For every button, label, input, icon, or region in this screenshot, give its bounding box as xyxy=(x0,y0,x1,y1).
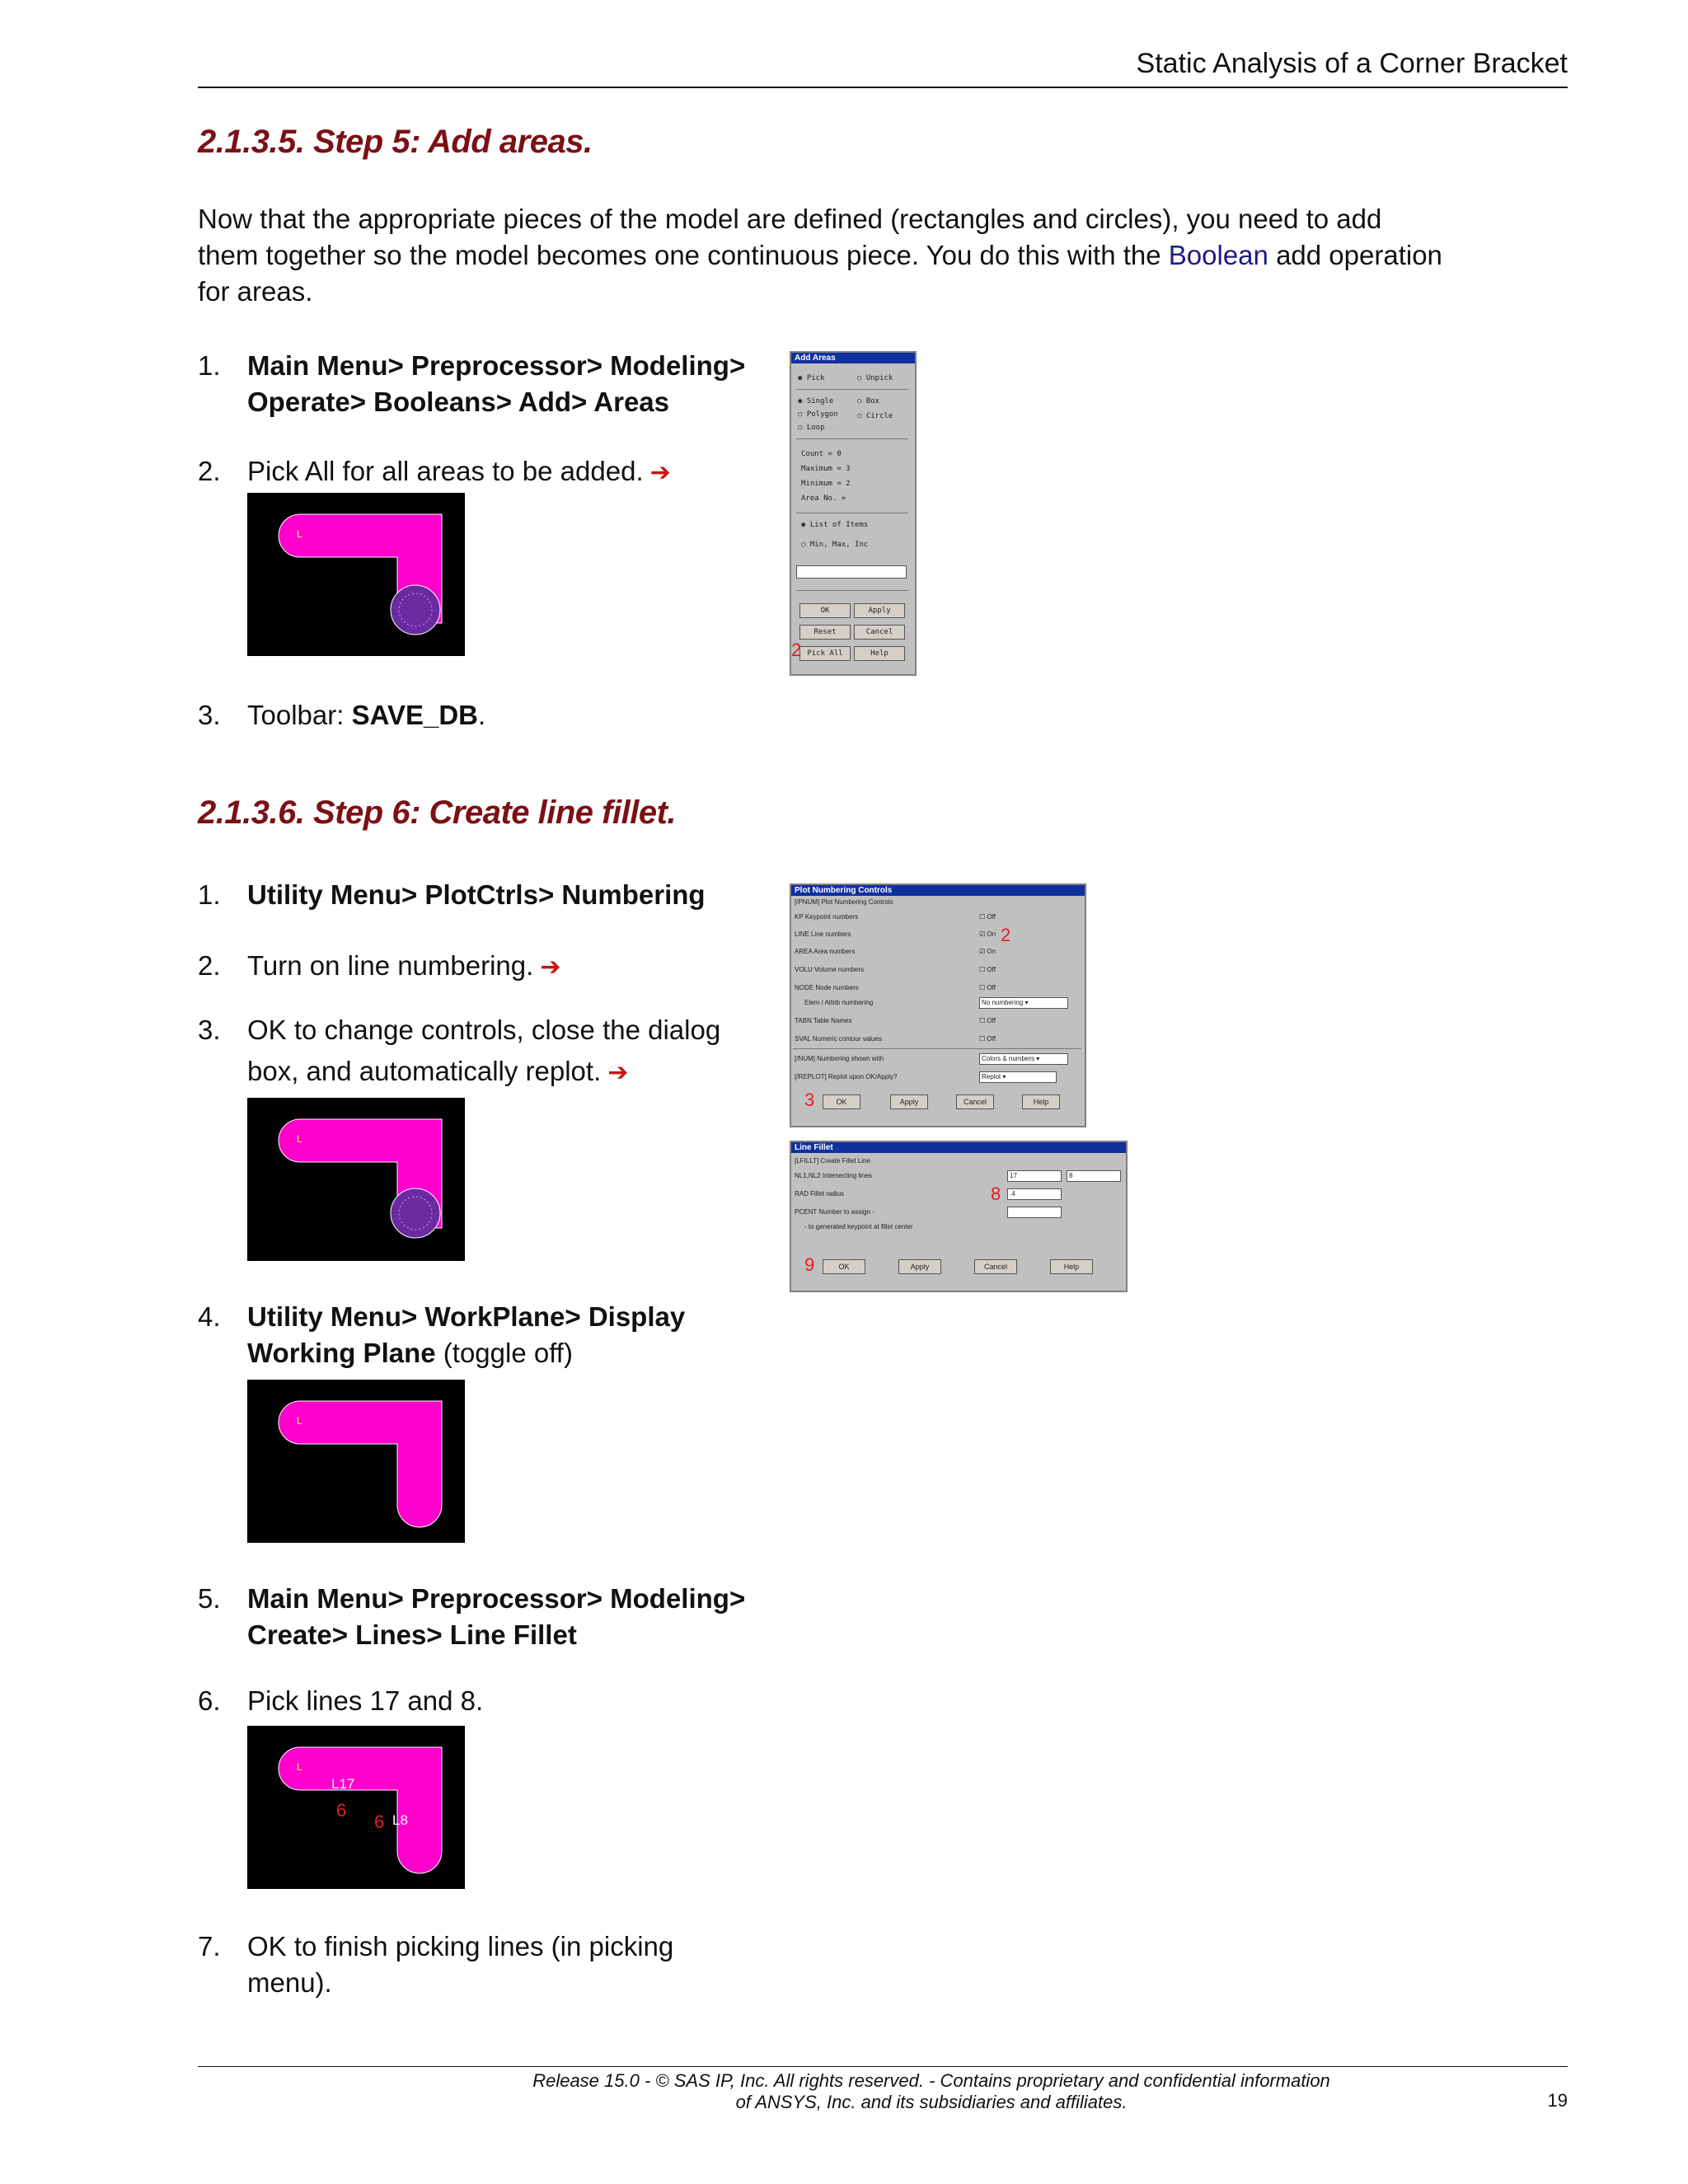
line-fillet-dialog xyxy=(790,1141,1128,1292)
dialog-label: KP Keypoint numbers xyxy=(795,913,859,921)
min-max-inc-radio[interactable]: ○ Min, Max, Inc xyxy=(801,541,869,549)
para-line-2: them together so the model becomes one continuous piece. You do this with the Boolean add operation xyxy=(198,240,1442,270)
ok-button[interactable]: OK xyxy=(823,1094,860,1109)
svg-text:L: L xyxy=(297,1761,302,1773)
dialog-label: [/NUM] Numbering shown with xyxy=(795,1055,884,1062)
svg-text:L: L xyxy=(297,528,302,540)
help-button[interactable]: Help xyxy=(854,646,905,661)
ok-button[interactable]: OK xyxy=(823,1259,865,1274)
loop-radio[interactable]: ○ Loop xyxy=(798,424,825,432)
box-radio[interactable]: ○ Box xyxy=(857,397,880,405)
callout-marker: 3 xyxy=(804,1090,815,1110)
sval-checkbox[interactable]: ☐ Off xyxy=(979,1035,996,1043)
kp-checkbox[interactable]: ☐ Off xyxy=(979,913,996,921)
cancel-button[interactable]: Cancel xyxy=(956,1094,994,1109)
pick-all-button[interactable]: Pick All xyxy=(799,646,851,661)
bracket-svg xyxy=(247,1380,465,1543)
list-item: 7. OK to finish picking lines (in picking menu). xyxy=(198,1931,674,1998)
para-line-3: for areas. xyxy=(198,276,313,307)
list-item: 2. Turn on line numbering. ➔ xyxy=(198,950,561,981)
plot-image-bracket-labeled xyxy=(247,1726,465,1889)
dialog-label: PCENT Number to assign - xyxy=(795,1208,874,1216)
line-label-l8: L8 xyxy=(392,1812,408,1828)
pick-input-field[interactable] xyxy=(796,565,907,579)
circle-radio[interactable]: ○ Circle xyxy=(857,412,893,420)
callout-marker: 2 xyxy=(1001,925,1011,945)
list-item: 1. Main Menu> Preprocessor> Modeling> Operate> Booleans> Add> Areas xyxy=(198,350,746,417)
elem-numbering-select[interactable]: No numbering ▾ xyxy=(979,997,1068,1009)
section5-heading: 2.1.3.5. Step 5: Add areas. xyxy=(198,124,593,160)
divider xyxy=(796,389,908,390)
dialog-label: LINE Line numbers xyxy=(795,930,851,938)
node-checkbox[interactable]: ☐ Off xyxy=(979,984,996,991)
dialog-label: Elem / Attrib numbering xyxy=(804,999,874,1006)
dialog-label: [/REPLOT] Replot upon OK/Apply? xyxy=(795,1073,898,1080)
dialog-label: NODE Node numbers xyxy=(795,984,859,991)
volu-checkbox[interactable]: ☐ Off xyxy=(979,966,996,973)
divider xyxy=(796,438,908,439)
minimum-readout: Minimum = 2 xyxy=(801,480,851,488)
svg-text:L: L xyxy=(297,1415,302,1427)
area-checkbox[interactable]: ☑ On xyxy=(979,948,996,955)
bracket-circle-svg-2 xyxy=(247,1098,465,1261)
dialog-title: Line Fillet xyxy=(791,1142,1126,1153)
plot-image-bracket-circle-2 xyxy=(247,1098,465,1261)
bracket-circle-svg xyxy=(247,493,465,656)
maximum-readout: Maximum = 3 xyxy=(801,465,851,473)
callout-marker: 6 xyxy=(374,1811,385,1832)
apply-button[interactable]: Apply xyxy=(898,1259,941,1274)
ok-button[interactable]: OK xyxy=(799,603,851,618)
add-areas-dialog xyxy=(790,351,917,676)
single-radio[interactable]: ◉ Single xyxy=(798,397,834,405)
dialog-label: SVAL Numeric contour values xyxy=(795,1035,882,1043)
dialog-title: Add Areas xyxy=(791,353,915,363)
bracket-labeled-svg xyxy=(247,1726,465,1889)
plot-numbering-dialog xyxy=(790,883,1086,1127)
nl1-input[interactable]: 17 xyxy=(1007,1170,1062,1182)
list-item: 2. Pick All for all areas to be added. ➔ xyxy=(198,456,671,486)
red-arrow-icon: ➔ xyxy=(607,1059,629,1086)
divider xyxy=(796,590,908,591)
dialog-label: [LFILLT] Create Fillet Line xyxy=(795,1157,870,1165)
dialog-label: [/PNUM] Plot Numbering Controls xyxy=(795,898,893,906)
list-item: 3. OK to change controls, close the dialog box, and automatically replot. ➔ xyxy=(198,1015,721,1086)
header-rule xyxy=(198,87,1568,88)
reset-button[interactable]: Reset xyxy=(799,625,851,640)
list-item: 5. Main Menu> Preprocessor> Modeling> Create> Lines> Line Fillet xyxy=(198,1583,746,1650)
dialog-label: AREA Area numbers xyxy=(795,948,856,955)
help-button[interactable]: Help xyxy=(1022,1094,1060,1109)
pick-radio[interactable]: ◉ Pick xyxy=(798,374,825,382)
running-header: Static Analysis of a Corner Bracket xyxy=(1136,48,1568,79)
page-number: 19 xyxy=(1547,2090,1568,2111)
area-no-readout: Area No. = xyxy=(801,494,846,503)
line-label-l17: L17 xyxy=(331,1776,355,1792)
unpick-radio[interactable]: ○ Unpick xyxy=(857,374,893,382)
red-arrow-icon: ➔ xyxy=(540,954,561,981)
replot-select[interactable]: Replot ▾ xyxy=(979,1071,1057,1083)
radius-input[interactable]: .4 xyxy=(1007,1188,1062,1200)
cancel-button[interactable]: Cancel xyxy=(854,625,905,640)
apply-button[interactable]: Apply xyxy=(854,603,905,618)
nl2-input[interactable]: 8 xyxy=(1067,1170,1121,1182)
footer-rule xyxy=(198,2066,1568,2067)
cancel-button[interactable]: Cancel xyxy=(974,1259,1017,1274)
list-item: 3. Toolbar: SAVE_DB. xyxy=(198,700,486,730)
boolean-link[interactable]: Boolean xyxy=(1168,240,1268,270)
callout-marker: 9 xyxy=(804,1254,815,1275)
help-button[interactable]: Help xyxy=(1050,1259,1093,1274)
section5-paragraph xyxy=(198,201,1582,310)
list-item: 6. Pick lines 17 and 8. xyxy=(198,1685,484,1716)
list-item: 1. Utility Menu> PlotCtrls> Numbering xyxy=(198,879,706,910)
polygon-radio[interactable]: ○ Polygon xyxy=(798,410,838,419)
red-arrow-icon: ➔ xyxy=(649,459,671,486)
list-item: 4. Utility Menu> WorkPlane> Display Working Plane (toggle off) xyxy=(198,1301,686,1368)
callout-marker: 6 xyxy=(336,1800,347,1821)
callout-marker: 2 xyxy=(791,640,802,660)
line-checkbox[interactable]: ☑ On xyxy=(979,930,996,938)
apply-button[interactable]: Apply xyxy=(890,1094,928,1109)
para-line-1: Now that the appropriate pieces of the model are defined (rectangles and circles), you need to add xyxy=(198,204,1382,234)
dialog-label: - to generated keypoint at fillet center xyxy=(804,1223,913,1230)
svg-text:L: L xyxy=(297,1133,302,1145)
dialog-title: Plot Numbering Controls xyxy=(791,885,1085,896)
dialog-label: VOLU Volume numbers xyxy=(795,966,865,973)
list-items-radio[interactable]: ◉ List of Items xyxy=(801,521,869,529)
dialog-label: RAD Fillet radius xyxy=(795,1190,845,1197)
footer-notice: Release 15.0 - © SAS IP, Inc. All rights reserved. - Contains proprietary and confidential information of ANSYS, Inc. and its subsidiaries and affiliates. xyxy=(532,2070,1330,2112)
divider xyxy=(793,1048,1081,1049)
count-readout: Count = 0 xyxy=(801,450,842,458)
tabn-checkbox[interactable]: ☐ Off xyxy=(979,1017,996,1024)
dialog-label: TABN Table Names xyxy=(795,1017,852,1024)
dialog-label: NL1,NL2 Intersecting lines xyxy=(795,1172,872,1179)
plot-image-bracket-circle xyxy=(247,493,465,656)
numbering-shown-select[interactable]: Colors & numbers ▾ xyxy=(979,1053,1068,1065)
plot-image-bracket xyxy=(247,1380,465,1543)
pcent-input[interactable] xyxy=(1007,1207,1062,1218)
section6-heading: 2.1.3.6. Step 6: Create line fillet. xyxy=(198,794,677,831)
callout-marker: 8 xyxy=(991,1183,1001,1204)
